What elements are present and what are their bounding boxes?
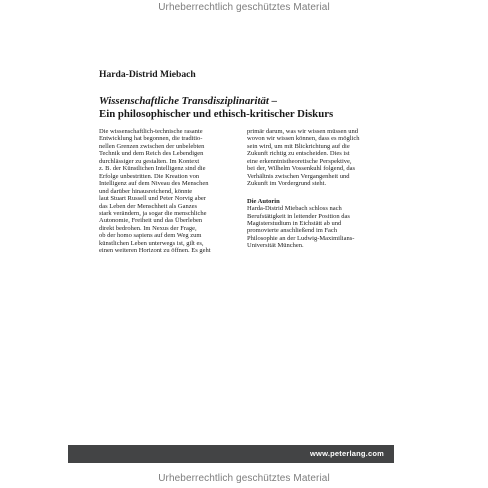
watermark-bottom: Urheberrechtlich geschütztes Material bbox=[158, 473, 330, 484]
text-line: Intelligenz auf dem Niveau des Menschen bbox=[99, 180, 209, 188]
text-line: Harda-Distrid Miebach schloss nach bbox=[247, 205, 342, 213]
book-title bbox=[99, 95, 439, 121]
text-line: einen weiteren Horizont zu öffnen. Es geht bbox=[99, 247, 211, 255]
text-line: durchlässiger zu gestalten. Im Kontext bbox=[99, 157, 200, 165]
title-line-2: Ein philosophischer und ethisch-kritischer Diskurs bbox=[99, 108, 334, 120]
text-line: Universität München. bbox=[247, 242, 304, 250]
text-line: Berufstätigkeit in leitender Position das bbox=[247, 212, 350, 220]
text-line: Entwicklung hat begonnen, die traditio- bbox=[99, 135, 203, 143]
author-name: Harda-Distrid Miebach bbox=[99, 69, 196, 80]
author-heading: Die Autorin bbox=[247, 197, 280, 205]
text-line: direkt bedrohen. Im Nexus der Frage, bbox=[99, 224, 197, 232]
author-bio bbox=[247, 205, 389, 250]
text-line: künstlichen Leben unterwegs ist, gilt es, bbox=[99, 239, 204, 247]
footer-bar bbox=[68, 445, 394, 463]
text-line: ob der homo sapiens auf dem Weg zum bbox=[99, 232, 202, 240]
text-line: Zukunft im Vordergrund steht. bbox=[247, 180, 327, 188]
text-line: Magisterstudium in Eichstätt ab und bbox=[247, 219, 342, 227]
text-line: bei der, Wilhelm Vossenkuhl folgend, das bbox=[247, 165, 355, 173]
text-line: Autonomie, Freiheit und das Überleben bbox=[99, 217, 203, 225]
text-line: promovierte anschließend im Fach bbox=[247, 227, 338, 235]
title-line-1: Wissenschaftliche Transdisziplinarität – bbox=[99, 95, 277, 107]
text-line: z. B. der Künstlichen Intelligenz sind die bbox=[99, 165, 206, 173]
watermark-top: Urheberrechtlich geschütztes Material bbox=[158, 2, 330, 13]
blurb-left-column bbox=[99, 128, 237, 255]
text-line: sein wird, um mit Blickrichtung auf die bbox=[247, 142, 350, 150]
text-line: Erfolge unbestritten. Die Kreation von bbox=[99, 172, 200, 180]
blurb-continuation bbox=[247, 128, 389, 188]
publisher-url[interactable]: www.peterlang.com bbox=[310, 449, 384, 458]
text-line: wovon wir wissen können, dass es möglich bbox=[247, 135, 360, 143]
text-line: Zukunft richtig zu entscheiden. Dies ist bbox=[247, 150, 350, 158]
text-line: stark verändern, ja sogar die menschliche bbox=[99, 209, 207, 217]
text-line: und darüber hinausreichend, könnte bbox=[99, 187, 193, 195]
text-line: nellen Grenzen zwischen der unbelebten bbox=[99, 142, 205, 150]
blurb-right-column bbox=[247, 128, 389, 250]
text-line: laut Stuart Russell und Peter Norvig aber bbox=[99, 195, 206, 203]
text-line: Verhältnis zwischen Vergangenheit und bbox=[247, 172, 350, 180]
text-line: das Leben der Menschheit als Ganzes bbox=[99, 202, 198, 210]
text-line: Die wissenschaftlich-technische rasante bbox=[99, 128, 203, 135]
text-line: Philosophie an der Ludwig-Maximilians- bbox=[247, 234, 355, 242]
text-line: primär darum, was wir wissen müssen und bbox=[247, 128, 359, 135]
text-line: Technik und dem Reich des Lebendigen bbox=[99, 150, 204, 158]
text-line: eine erkenntnistheoretische Perspektive, bbox=[247, 157, 352, 165]
